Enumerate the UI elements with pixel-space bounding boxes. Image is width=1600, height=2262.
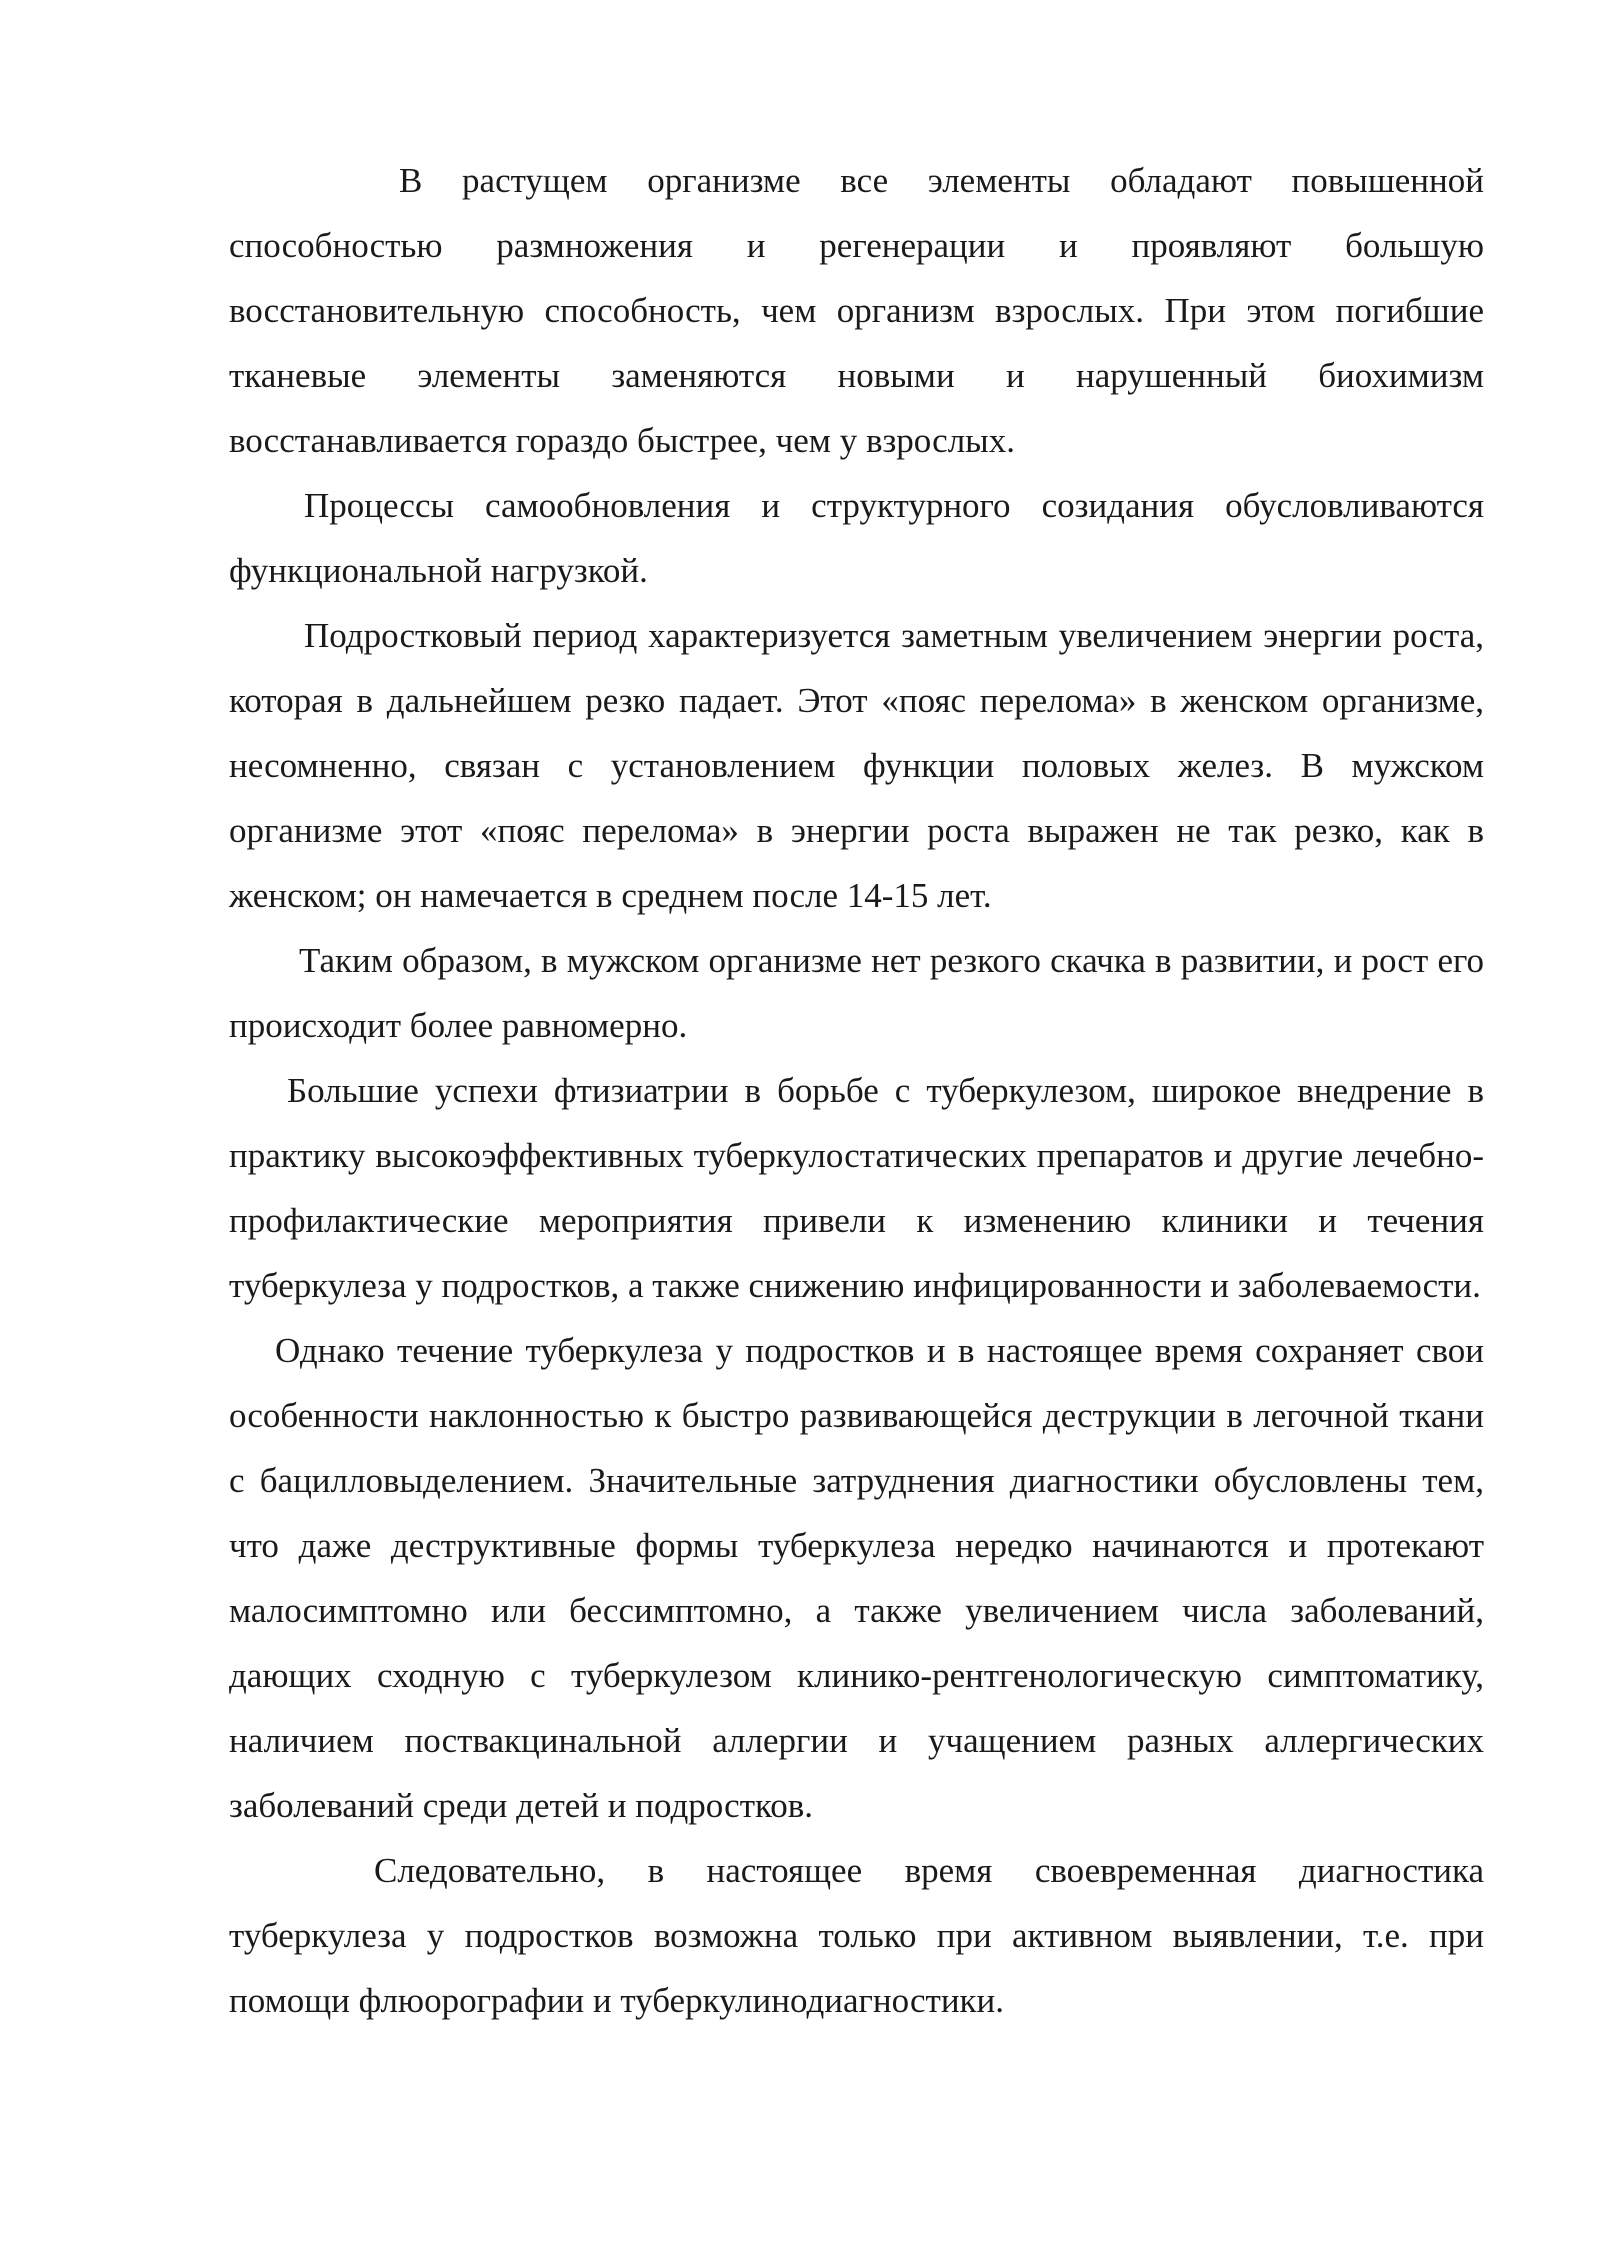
paragraph-7: Следовательно, в настоящее время своевременная диагностика туберкулеза у подростков возможна только при активном выявлении, т.е. при помощи флюорографии и туберкулинодиагностики. [229, 1851, 1484, 2020]
paragraph-1: В растущем организме все элементы обладают повышенной способностью размножения и регенерации и проявляют большую восстановительную способность, чем организм взрослых. При этом погибшие тканевые элементы заменяются новыми и нарушенный биохимизм восстанавливается гораздо быстрее, чем у взрослых. [229, 161, 1484, 460]
paragraph-2: Процессы самообновления и структурного созидания обусловливаются функциональной нагрузкой. [229, 486, 1484, 590]
paragraph-4: Таким образом, в мужском организме нет резкого скачка в развитии, и рост его происходит более равномерно. [229, 941, 1484, 1045]
paragraph-3: Подростковый период характеризуется заметным увеличением энергии роста, которая в дальнейшем резко падает. Этот «пояс перелома» в женском организме, несомненно, связан с установлением функции половых желез. В мужском организме этот «пояс перелома» в энергии роста выражен не так резко, как в женском; он намечается в среднем после 14-15 лет. [229, 616, 1484, 915]
document-body [229, 148, 1484, 2033]
paragraph-6: Однако течение туберкулеза у подростков и в настоящее время сохраняет свои особенности наклонностью к быстро развивающейся деструкции в легочной ткани с бацилловыделением. Значительные затруднения диагностики обусловлены тем, что даже деструктивные формы туберкулеза нередко начинаются и протекают малосимптомно или бессимптомно, а также увеличением числа заболеваний, дающих сходную с туберкулезом клинико-рентгенологическую симптоматику, наличием поствакцинальной аллергии и учащением разных аллергических заболеваний среди детей и подростков. [229, 1331, 1484, 1825]
paragraph-5: Большие успехи фтизиатрии в борьбе с туберкулезом, широкое внедрение в практику высокоэффективных туберкулостатических препаратов и другие лечебно-профилактические мероприятия привели к изменению клиники и течения туберкулеза у подростков, а также снижению инфицированности и заболеваемости. [229, 1071, 1484, 1305]
